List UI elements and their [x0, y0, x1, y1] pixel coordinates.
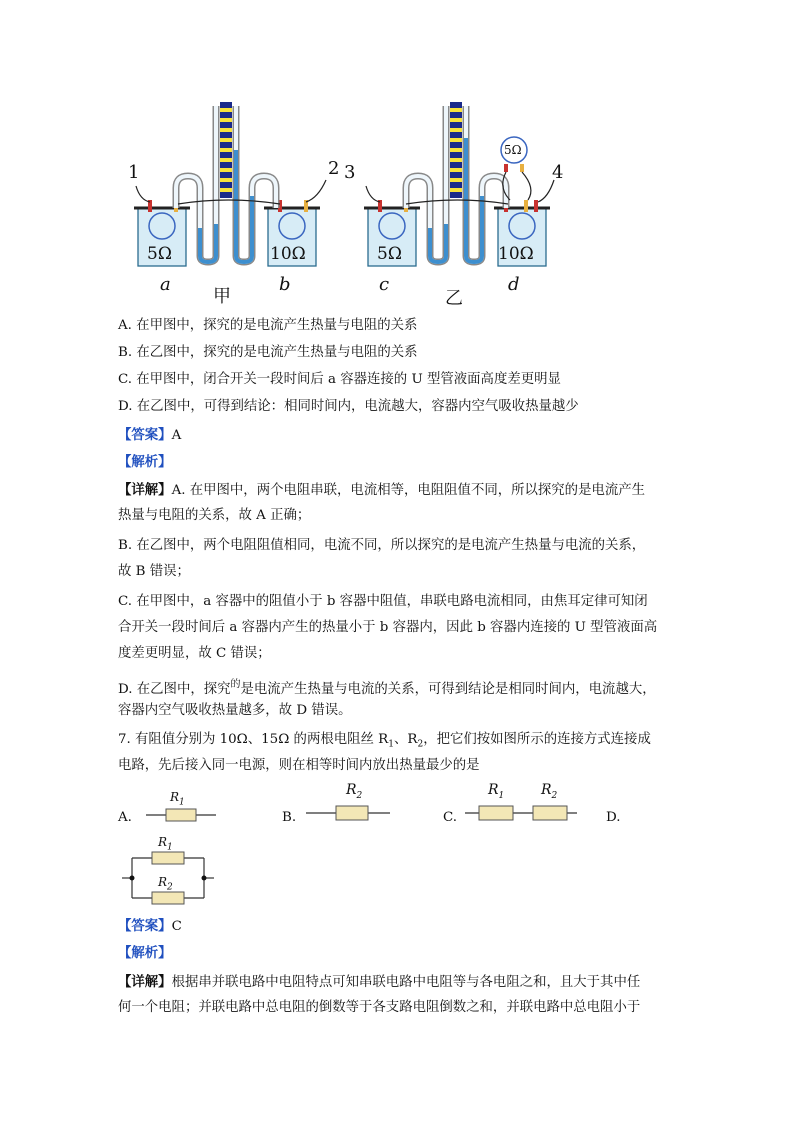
q7-option-d-label: D. [606, 810, 621, 825]
q6-detail-line: 容器内空气吸收热量越多，故 D 错误。 [118, 703, 352, 718]
q7-option-b-label: B. [282, 810, 297, 825]
resistor-label-a: 5Ω [147, 244, 172, 264]
analysis-tag: 【解析】 [118, 945, 172, 961]
q6-detail-line: 故 B 错误； [118, 564, 190, 579]
detail-text: 根据串并联电路中电阻特点可知串联电路中电阻等与各电阻之和，且大于其中任 [171, 975, 641, 990]
q7-detail-line [118, 972, 640, 993]
stem-sub: 2 [417, 739, 424, 750]
q6-answer [118, 425, 181, 446]
q6-detail-line [118, 480, 645, 501]
q6-detail-line: B. 在乙图中，两个电阻阻值相同，电流不同，所以探究的是电流产生热量与电流的关系， [118, 538, 646, 553]
detail-text: D. 在乙图中，探究 [118, 682, 231, 697]
answer-value: A [171, 428, 182, 443]
circuit-a-label: $R_1$ [170, 790, 185, 808]
label-4: 4 [552, 162, 564, 183]
q7-detail-line: 何一个电阻；并联电路中总电阻的倒数等于各支路电阻倒数之和，并联电路中总电阻小于 [118, 1000, 641, 1015]
detail-sup: 的 [230, 679, 241, 690]
q6-option-b: B. 在乙图中，探究的是电流产生热量与电阻的关系 [118, 345, 418, 360]
circuit-c-label-1: $R_1$ [488, 782, 505, 801]
answer-value: C [171, 919, 182, 934]
answer-tag: 【答案】 [118, 427, 172, 443]
container-label-b: b [279, 274, 291, 295]
circuit-d-label-1: $R_1$ [158, 835, 173, 853]
detail-tag: 【详解】 [118, 974, 172, 990]
q6-detail-line: 度差更明显，故 C 错误； [118, 646, 271, 661]
q6-option-d: D. 在乙图中，可得到结论：相同时间内，电流越大，容器内空气吸收热量越少 [118, 399, 579, 414]
joule-heating-figure [118, 96, 574, 306]
q6-option-a: A. 在甲图中，探究的是电流产生热量与电阻的关系 [118, 318, 418, 333]
q7-option-a-label: A. [118, 810, 132, 825]
resistor-label-b: 10Ω [270, 244, 306, 264]
q6-option-c: C. 在甲图中，闭合开关一段时间后 a 容器连接的 U 型管液面高度差更明显 [118, 372, 561, 387]
container-label-d: d [508, 274, 520, 295]
q6-detail-line [118, 675, 656, 700]
answer-tag: 【答案】 [118, 918, 172, 934]
analysis-tag: 【解析】 [118, 454, 172, 470]
label-1: 1 [128, 162, 140, 183]
label-2: 2 [328, 158, 340, 179]
resistor-label-c: 5Ω [377, 244, 402, 264]
circuit-d-label-2: $R_2$ [158, 875, 173, 893]
resistor-label-d: 10Ω [498, 244, 534, 264]
detail-text: 是电流产生热量与电流的关系，可得到结论是相同时间内，电流越大， [240, 682, 656, 697]
circuit-c-label-2: $R_2$ [541, 782, 558, 801]
q7-analysis [118, 943, 172, 964]
external-resistor-label: 5Ω [504, 143, 522, 157]
stem-text: 、R [393, 732, 418, 747]
q6-detail-line: C. 在甲图中，a 容器中的阻值小于 b 容器中阻值，串联电路电流相同，由焦耳定律可知闭 [118, 594, 648, 609]
q7-stem-line: 电路，先后接入同一电源，则在相等时间内放出热量最少的是 [118, 758, 480, 773]
detail-text: A. 在甲图中，两个电阻串联，电流相等，电阻阻值不同，所以探究的是电流产生 [171, 483, 646, 498]
q6-detail-line: 热量与电阻的关系，故 A 正确； [118, 508, 311, 523]
label-3: 3 [344, 162, 356, 183]
circuit-b-label: $R_2$ [346, 782, 363, 801]
q6-analysis [118, 452, 172, 473]
container-label-c: c [379, 274, 390, 295]
container-label-a: a [160, 274, 171, 295]
detail-tag: 【详解】 [118, 482, 172, 498]
stem-text: 7. 有阻值分别为 10Ω、15Ω 的两根电阻丝 R [118, 732, 389, 747]
q7-answer [118, 916, 182, 937]
stem-sub: 1 [388, 739, 394, 750]
stem-text: ，把它们按如图所示的连接方式连接成 [423, 732, 651, 747]
q7-option-c-label: C. [443, 810, 458, 825]
q6-detail-line: 合开关一段时间后 a 容器内产生的热量小于 b 容器内，因此 b 容器内连接的 U 型管液面高 [118, 620, 658, 635]
circuit-c [465, 785, 577, 825]
q7-stem-line [118, 730, 651, 755]
caption-jia: 甲 [213, 286, 231, 307]
caption-yi: 乙 [445, 288, 463, 309]
